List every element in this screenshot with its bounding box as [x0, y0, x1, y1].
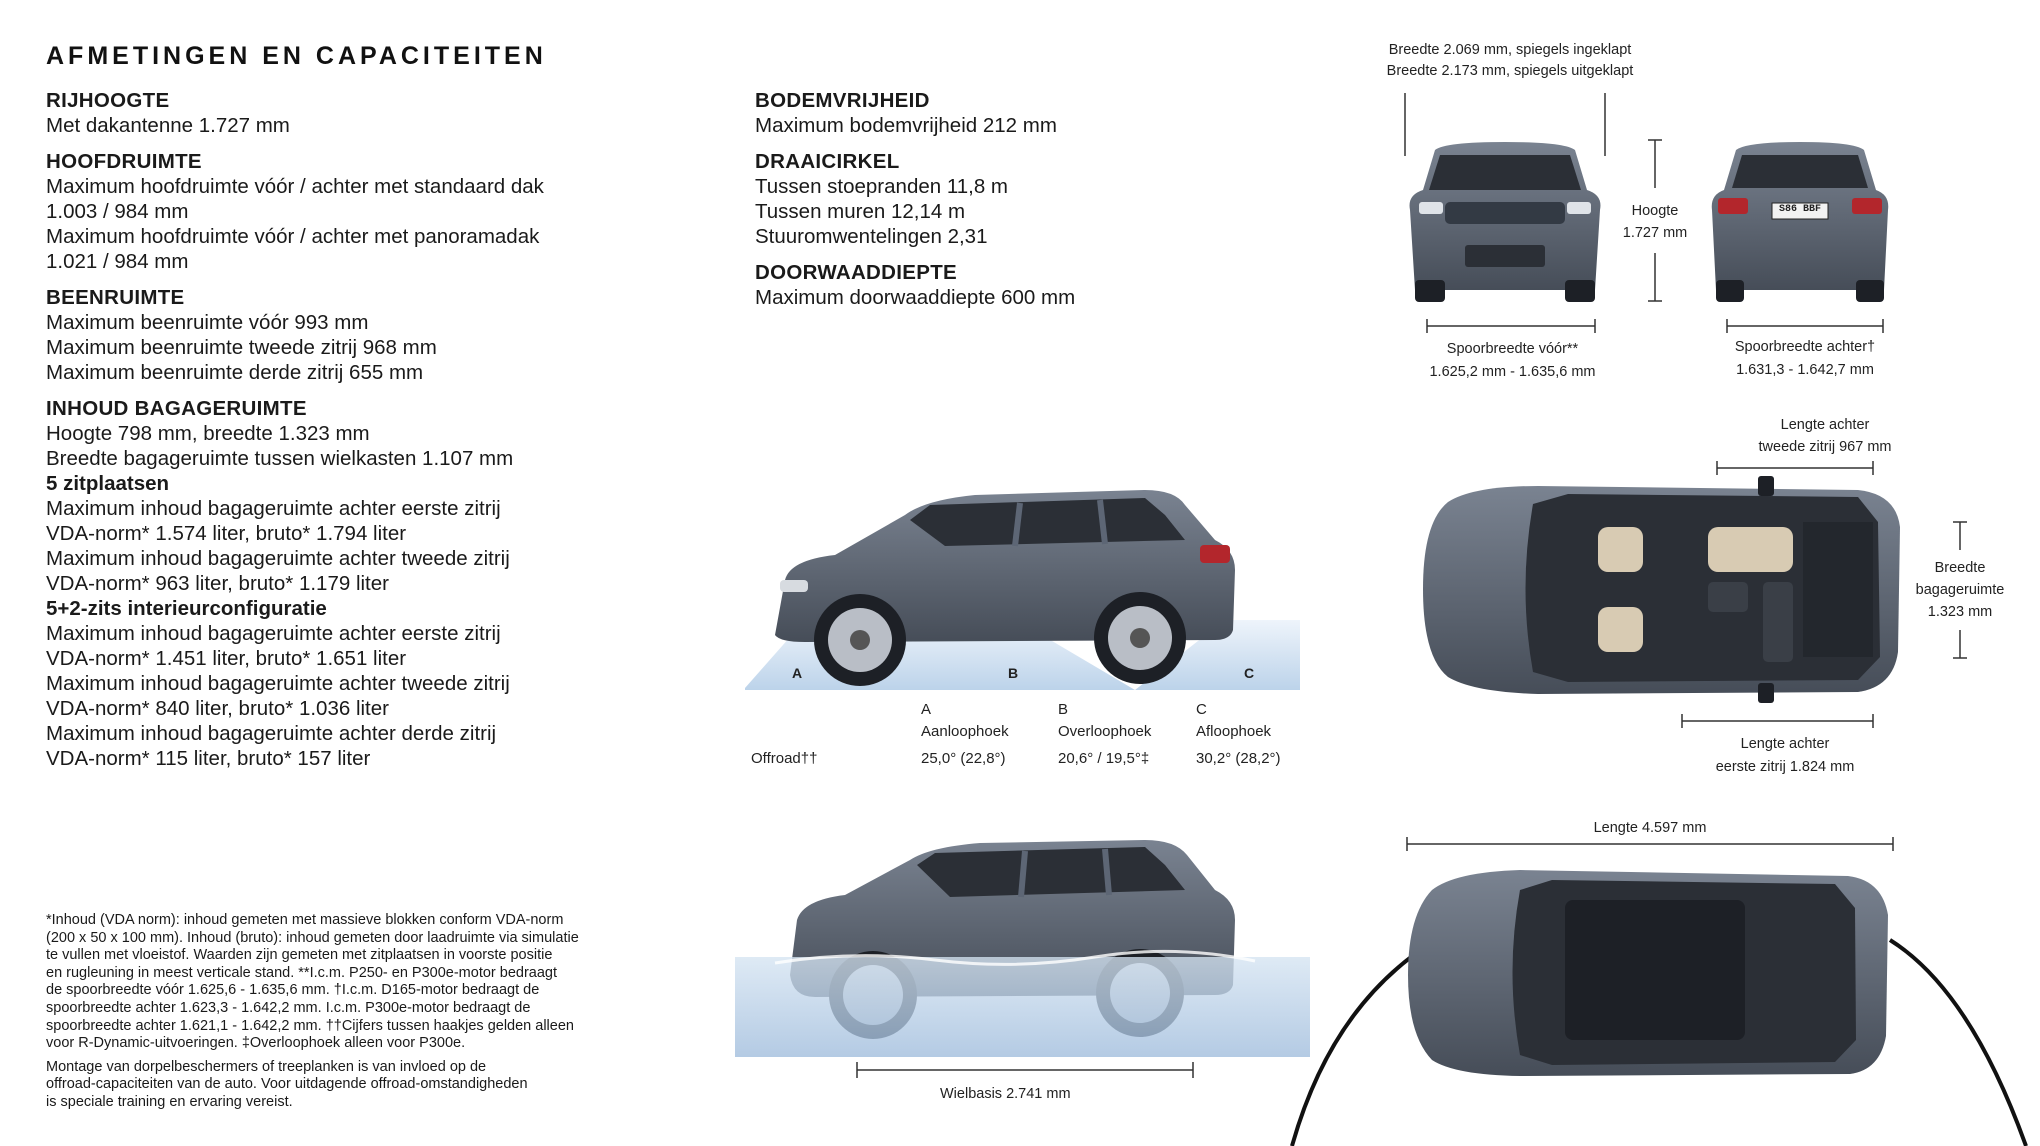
footnote-line: en rugleuning in meest verticale stand. **I.c.m. P250- en P300e-motor bedraagt	[46, 964, 558, 981]
spec-line: VDA-norm* 1.451 liter, bruto* 1.651 liter	[46, 647, 407, 670]
luggage-width-label-2: bagageruimte	[1915, 582, 2005, 598]
spec-line: Maximum beenruimte derde zitrij 655 mm	[46, 361, 424, 384]
footnote	[46, 912, 686, 1118]
footnote-paragraph	[46, 912, 686, 1053]
section-heading: HOOFDRUIMTE	[46, 150, 202, 173]
spec-line: Maximum inhoud bagageruimte achter tweede zitrij	[46, 672, 510, 695]
angle-b-name: Overloophoek	[1058, 723, 1152, 740]
spec-line: Tussen stoepranden 11,8 m	[755, 175, 1008, 198]
height-label-2: 1.727 mm	[1622, 225, 1688, 241]
section-doorwaaddiepte	[755, 260, 1315, 310]
side-view-offroad-image	[745, 460, 1300, 700]
length-first-row-label-1: Lengte achter	[1740, 736, 1830, 752]
spec-line: Maximum inhoud bagageruimte achter eerste zitrij	[46, 497, 501, 520]
track-front-label-2: 1.625,2 mm - 1.635,6 mm	[1429, 364, 1596, 380]
spec-line: VDA-norm* 963 liter, bruto* 1.179 liter	[46, 572, 389, 595]
length-dimension-line	[1405, 836, 1895, 852]
footnote-line: spoorbreedte achter 1.621,1 - 1.642,2 mm. ††Cijfers tussen haakjes gelden alleen	[46, 1017, 574, 1034]
top-view-interior-image	[1418, 482, 1903, 697]
spec-line: 1.003 / 984 mm	[46, 200, 189, 223]
footnote-line: is speciale training en ervaring vereist.	[46, 1093, 293, 1110]
footnote-paragraph	[46, 1059, 686, 1112]
wheelbase-label: Wielbasis 2.741 mm	[940, 1086, 1071, 1102]
subheading-7-seats: 5+2-zits interieurconfiguratie	[46, 597, 327, 620]
section-draaicirkel	[755, 149, 1315, 249]
height-label-1: Hoogte	[1631, 203, 1679, 219]
angle-a-name: Aanloophoek	[921, 723, 1009, 740]
luggage-width-label-1: Breedte	[1934, 560, 1986, 576]
angle-c-letter: C	[1196, 701, 1207, 718]
spec-line: Maximum inhoud bagageruimte achter eerste zitrij	[46, 622, 501, 645]
length-second-row-dimension-line	[1715, 460, 1875, 476]
section-hoofdruimte	[46, 149, 726, 274]
footnote-line: voor R-Dynamic-uitvoeringen. ‡Overloophoek alleen voor P300e.	[46, 1035, 466, 1052]
angle-b-letter: B	[1058, 701, 1069, 718]
spec-line: Maximum inhoud bagageruimte achter tweede zitrij	[46, 547, 510, 570]
page-title: AFMETINGEN EN CAPACITEITEN	[46, 42, 547, 70]
track-front-label-1: Spoorbreedte vóór**	[1446, 341, 1579, 357]
subheading-5-seats: 5 zitplaatsen	[46, 472, 170, 495]
footnote-line: offroad-capaciteiten van de auto. Voor uitdagende offroad-omstandigheden	[46, 1076, 528, 1093]
footnote-line: (200 x 50 x 100 mm). Inhoud (bruto): inhoud gemeten door laadruimte via simulatie	[46, 929, 579, 946]
spec-line: Maximum hoofdruimte vóór / achter met panoramadak	[46, 225, 540, 248]
spec-line: Maximum beenruimte vóór 993 mm	[46, 311, 369, 334]
angle-a-letter: A	[921, 701, 932, 718]
footnote-line: *Inhoud (VDA norm): inhoud gemeten met massieve blokken conform VDA-norm	[46, 912, 564, 928]
section-heading: INHOUD BAGAGERUIMTE	[46, 397, 307, 420]
luggage-width-label-3: 1.323 mm	[1927, 604, 1993, 620]
track-rear-label-2: 1.631,3 - 1.642,7 mm	[1736, 362, 1874, 378]
length-second-row-label-1: Lengte achter	[1780, 417, 1870, 433]
license-plate-text: S86 BBF	[1778, 204, 1821, 215]
section-heading: BODEMVRIJHEID	[755, 89, 930, 112]
footnote-line: de spoorbreedte vóór 1.625,6 - 1.635,6 mm. †I.c.m. D165-motor bedraagt de	[46, 982, 540, 999]
spec-line: 1.021 / 984 mm	[46, 250, 189, 273]
angle-letter-a: A	[792, 665, 803, 681]
footnote-line: te vullen met vloeistof. Waarden zijn gemeten met zitplaatsen in voorste positie	[46, 947, 553, 964]
spec-line: Maximum hoofdruimte vóór / achter met standaard dak	[46, 175, 544, 198]
spec-line: VDA-norm* 115 liter, bruto* 157 liter	[46, 747, 371, 770]
side-view-wading-image	[735, 835, 1310, 1060]
spec-line: Maximum beenruimte tweede zitrij 968 mm	[46, 336, 437, 359]
spec-line: VDA-norm* 840 liter, bruto* 1.036 liter	[46, 697, 389, 720]
offroad-row-label: Offroad††	[751, 750, 818, 767]
track-front-dimension-line	[1425, 318, 1597, 334]
middle-column	[755, 88, 1315, 321]
angle-letter-b: B	[1008, 665, 1019, 681]
spec-line: Breedte bagageruimte tussen wielkasten 1.107 mm	[46, 447, 514, 470]
spec-line: Tussen muren 12,14 m	[755, 200, 966, 223]
section-bodemvrijheid	[755, 88, 1315, 138]
front-view-image	[1405, 140, 1605, 305]
angle-letter-c: C	[1244, 665, 1255, 681]
angle-c-value: 30,2° (28,2°)	[1196, 750, 1281, 767]
footnote-line: Montage van dorpelbeschermers of treeplanken is van invloed op de	[46, 1058, 487, 1075]
angle-b-value: 20,6° / 19,5°‡	[1058, 750, 1150, 767]
section-rijhoogte	[46, 88, 726, 138]
spec-line: Maximum bodemvrijheid 212 mm	[755, 114, 1057, 137]
section-heading: BEENRUIMTE	[46, 286, 185, 309]
spec-line: Stuuromwentelingen 2,31	[755, 225, 988, 248]
angle-c-name: Afloophoek	[1196, 723, 1272, 740]
length-second-row-label-2: tweede zitrij 967 mm	[1758, 439, 1892, 455]
width-unfolded-label: Breedte 2.173 mm, spiegels uitgeklapt	[1386, 63, 1634, 79]
wheelbase-dimension-line	[855, 1060, 1195, 1080]
track-rear-label-1: Spoorbreedte achter†	[1734, 339, 1876, 355]
width-folded-label: Breedte 2.069 mm, spiegels ingeklapt	[1388, 42, 1632, 58]
section-bagageruimte	[46, 396, 726, 771]
length-first-row-dimension-line	[1680, 713, 1875, 729]
section-heading: DOORWAADDIEPTE	[755, 261, 958, 284]
spec-line: Hoogte 798 mm, breedte 1.323 mm	[46, 422, 370, 445]
angle-a-value: 25,0° (22,8°)	[921, 750, 1006, 767]
top-view-roof-image	[1290, 860, 2040, 1146]
spec-line: Maximum doorwaaddiepte 600 mm	[755, 286, 1076, 309]
section-beenruimte	[46, 285, 726, 385]
section-heading: RIJHOOGTE	[46, 89, 170, 112]
section-heading: DRAAICIRKEL	[755, 150, 900, 173]
rear-view-image	[1708, 140, 1893, 305]
footnote-line: spoorbreedte achter 1.623,3 - 1.642,2 mm. I.c.m. P300e-motor bedraagt de	[46, 999, 531, 1016]
length-first-row-label-2: eerste zitrij 1.824 mm	[1715, 759, 1855, 775]
spec-line: VDA-norm* 1.574 liter, bruto* 1.794 liter	[46, 522, 407, 545]
spec-line: Met dakantenne 1.727 mm	[46, 114, 290, 137]
spec-line: Maximum inhoud bagageruimte achter derde zitrij	[46, 722, 497, 745]
length-label: Lengte 4.597 mm	[1593, 820, 1707, 836]
track-rear-dimension-line	[1725, 318, 1885, 334]
left-column	[46, 88, 726, 782]
